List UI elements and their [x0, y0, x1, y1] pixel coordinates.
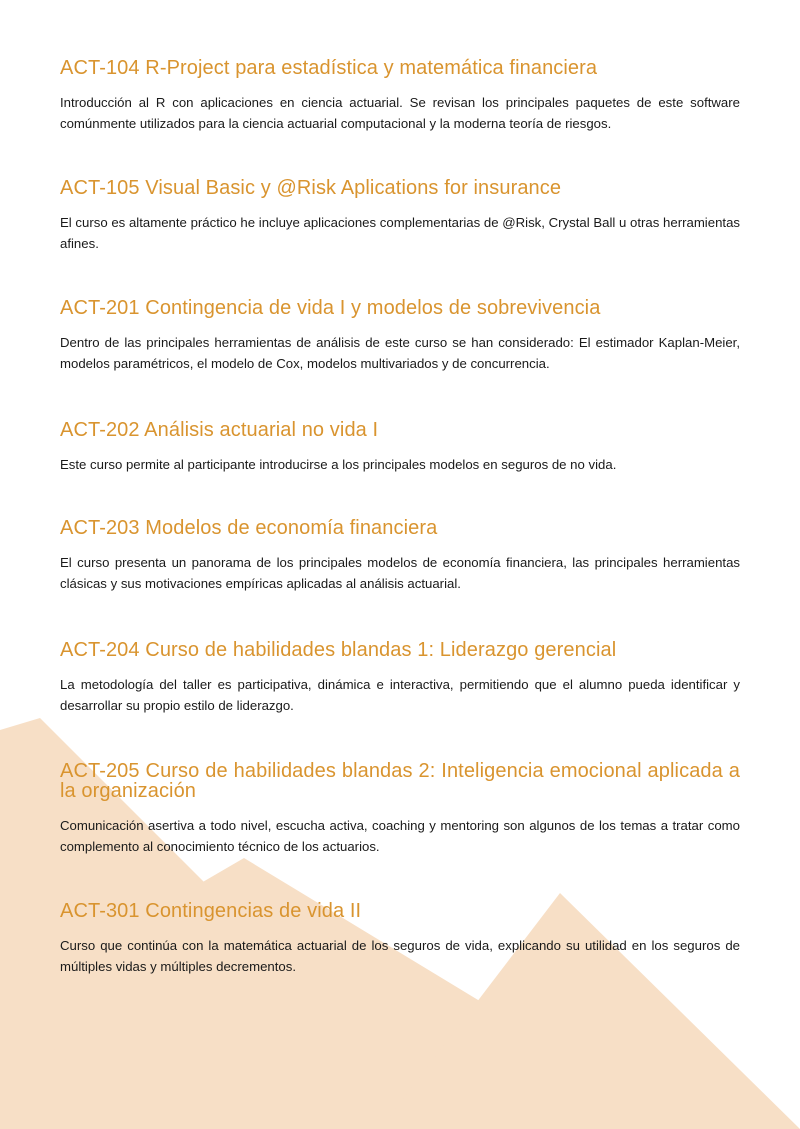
course-title: ACT-202 Análisis actuarial no vida I	[60, 419, 379, 441]
course-act-201	[60, 298, 740, 374]
course-description: Dentro de las principales herramientas de análisis de este curso se han considerado: El estimador Kaplan-Meier, modelos paramétricos, el modelo de Cox, modelos multivariados y de concurrencia.	[60, 335, 740, 371]
course-act-301	[60, 901, 740, 977]
course-act-205	[60, 761, 740, 857]
course-description: El curso es altamente práctico he incluye aplicaciones complementarias de @Risk, Crystal Ball u otras herramientas afines.	[60, 215, 740, 251]
course-description: Introducción al R con aplicaciones en ciencia actuarial. Se revisan los principales paquetes de este software comúnmente utilizados para la ciencia actuarial computacional y la moderna teoría de riesgos.	[60, 95, 740, 131]
course-act-105	[60, 178, 740, 254]
course-title: ACT-301 Contingencias de vida II	[60, 900, 362, 922]
course-description: El curso presenta un panorama de los principales modelos de economía financiera, las principales herramientas clásicas y sus motivaciones empíricas aplicadas al análisis actuarial.	[60, 555, 740, 591]
course-title: ACT-201 Contingencia de vida I y modelos de sobrevivencia	[60, 297, 601, 319]
course-title: ACT-104 R-Project para estadística y matemática financiera	[60, 57, 598, 79]
course-title: ACT-203 Modelos de economía financiera	[60, 517, 438, 539]
course-title: ACT-204 Curso de habilidades blandas 1: Liderazgo gerencial	[60, 639, 617, 661]
course-description: Curso que continúa con la matemática actuarial de los seguros de vida, explicando su utilidad en los seguros de múltiples vidas y múltiples decrementos.	[60, 938, 740, 974]
course-description: Este curso permite al participante introducirse a los principales modelos en seguros de no vida.	[60, 457, 617, 472]
course-act-104	[60, 58, 740, 134]
course-act-203	[60, 518, 740, 594]
course-title: ACT-105 Visual Basic y @Risk Aplications for insurance	[60, 177, 562, 199]
course-act-202	[60, 420, 740, 475]
course-act-204	[60, 640, 740, 716]
course-description: La metodología del taller es participativa, dinámica e interactiva, permitiendo que el alumno pueda identificar y desarrollar su propio estilo de liderazgo.	[60, 677, 740, 713]
course-description: Comunicación asertiva a todo nivel, escucha activa, coaching y mentoring son algunos de los temas a tratar como complemento al conocimiento técnico de los actuarios.	[60, 818, 740, 854]
course-title: ACT-205 Curso de habilidades blandas 2: Inteligencia emocional aplicada a la organización	[60, 760, 740, 802]
